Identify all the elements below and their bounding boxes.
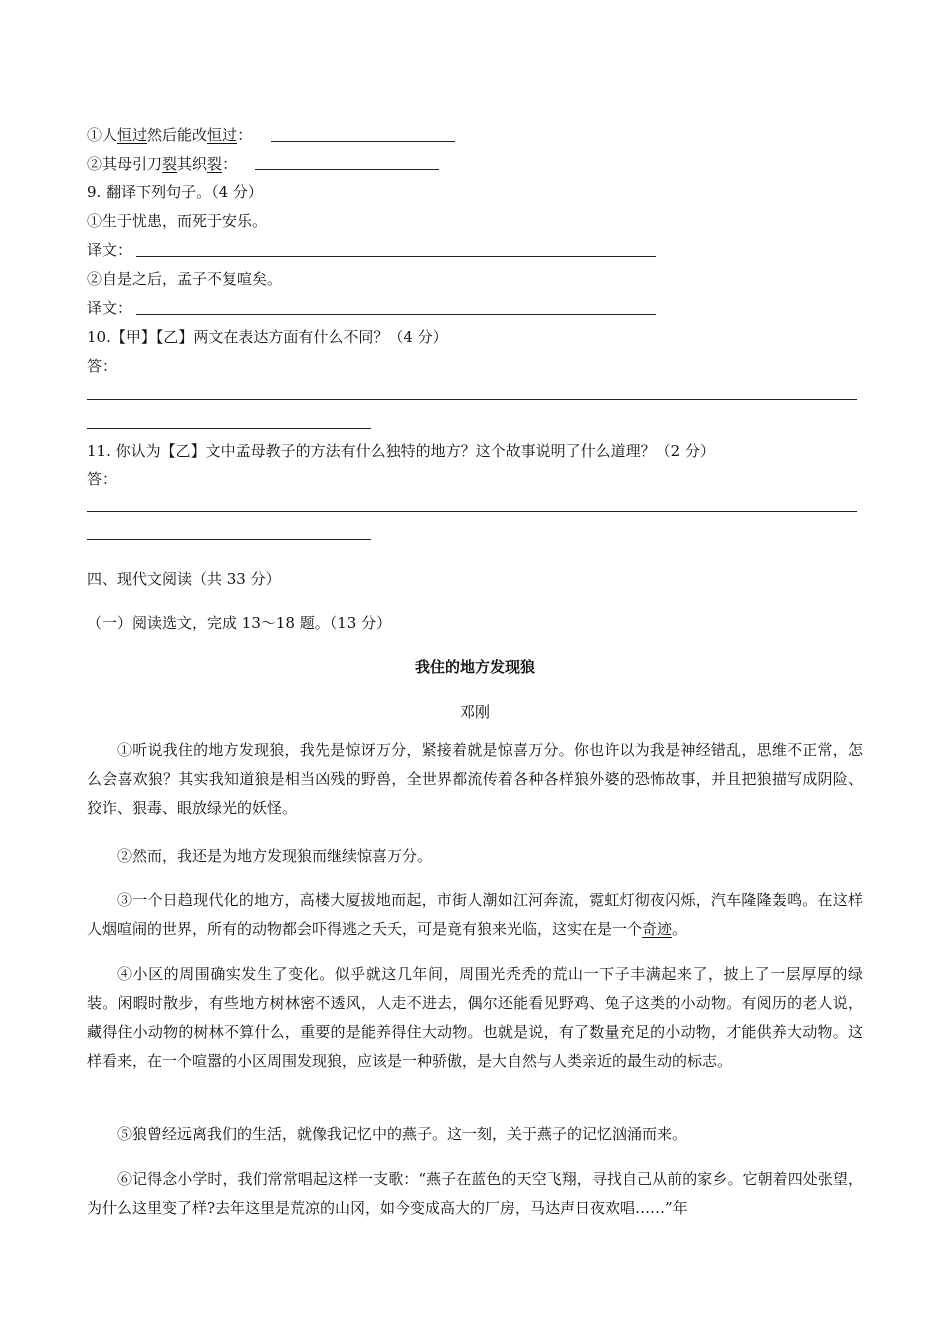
q10-title: 10.【甲】【乙】两文在表达方面有什么不同？（4 分） bbox=[87, 328, 448, 346]
article-paragraph-4: ④小区的周围确实发生了变化。似乎就这几年间，周围光秃秃的荒山一下子丰满起来了，披上了一层厚厚的绿装。闲暇时散步，有些地方树林密不透风，人走不进去，偶尔还能看见野鸡、兔子这类的小动物。有阅历的老人说，藏得住小动物的树林不算什么，重要的是能养得住大动物。也就是说，有了数量充足的小动物，才能供养大动物。这样看来，在一个喧嚣的小区周围发现狼，应该是一种骄傲，是大自然与人类亲近的最生动的标志。 bbox=[87, 965, 863, 1070]
q8-item1-answer-line[interactable] bbox=[271, 141, 455, 142]
q8-item2-answer-line[interactable] bbox=[255, 169, 439, 170]
q9-sentence-2: ②自是之后，孟子不复喧矣。 bbox=[87, 270, 283, 288]
q9-title: 9. 翻译下列句子。（4 分） bbox=[87, 183, 263, 201]
article-title: 我住的地方发现狼 bbox=[414, 658, 535, 676]
q10-answer-label: 答： bbox=[87, 357, 118, 375]
q11-title: 11. 你认为【乙】文中孟母教子的方法有什么独特的地方？这个故事说明了什么道理？（2 分） bbox=[87, 442, 715, 460]
q9-sentence-1: ①生于忧患，而死于安乐。 bbox=[87, 212, 268, 230]
q8-item1: ①人恒过然后能改恒过： bbox=[87, 126, 253, 144]
q11-answer-line-2[interactable] bbox=[87, 539, 371, 540]
article-author: 邓刚 bbox=[459, 703, 490, 721]
q9-translation-label-2: 译文： bbox=[87, 299, 133, 317]
section-subheading: （一）阅读选文，完成 13～18 题。（13 分） bbox=[87, 614, 392, 632]
article-paragraph-2: ②然而，我还是为地方发现狼而继续惊喜万分。 bbox=[117, 847, 433, 865]
q11-answer-line-1[interactable] bbox=[87, 511, 857, 512]
article-paragraph-1: ①听说我住的地方发现狼，我先是惊讶万分，紧接着就是惊喜万分。你也许以为我是神经错乱，思维不正常，怎么会喜欢狼？其实我知道狼是相当凶残的野兽，全世界都流传着各种各样狼外婆的恐怖故事，并且把狼描写成阴险、狡诈、狠毒、眼放绿光的妖怪。 bbox=[87, 741, 863, 817]
q10-answer-line-1[interactable] bbox=[87, 399, 857, 400]
q9-translation-label-1: 译文： bbox=[87, 241, 133, 259]
q8-item2: ②其母引刀裂其织裂： bbox=[87, 155, 238, 173]
section-heading: 四、现代文阅读（共 33 分） bbox=[87, 570, 281, 588]
q9-translation-line-2[interactable] bbox=[136, 314, 656, 315]
q11-answer-label: 答： bbox=[87, 470, 118, 488]
article-paragraph-5: ⑤狼曾经远离我们的生活，就像我记忆中的燕子。这一刻，关于燕子的记忆汹涌而来。 bbox=[117, 1125, 688, 1143]
q9-translation-line-1[interactable] bbox=[136, 256, 656, 257]
article-paragraph-3: ③一个日趋现代化的地方，高楼大厦拔地而起，市街人潮如江河奔流，霓虹灯彻夜闪烁，汽车隆隆轰鸣。在这样人烟喧闹的世界，所有的动物都会吓得逃之夭夭，可是竟有狼来光临，这实在是一个奇迹。 bbox=[87, 891, 863, 938]
q10-answer-line-2[interactable] bbox=[87, 428, 371, 429]
article-paragraph-6: ⑥记得念小学时，我们常常唱起这样一支歌：“燕子在蓝色的天空飞翔，寻找自己从前的家乡。它朝着四处张望，为什么这里变了样?去年这里是荒凉的山冈，如今变成高大的厂房，马达声日夜欢唱……”年 bbox=[87, 1170, 863, 1217]
